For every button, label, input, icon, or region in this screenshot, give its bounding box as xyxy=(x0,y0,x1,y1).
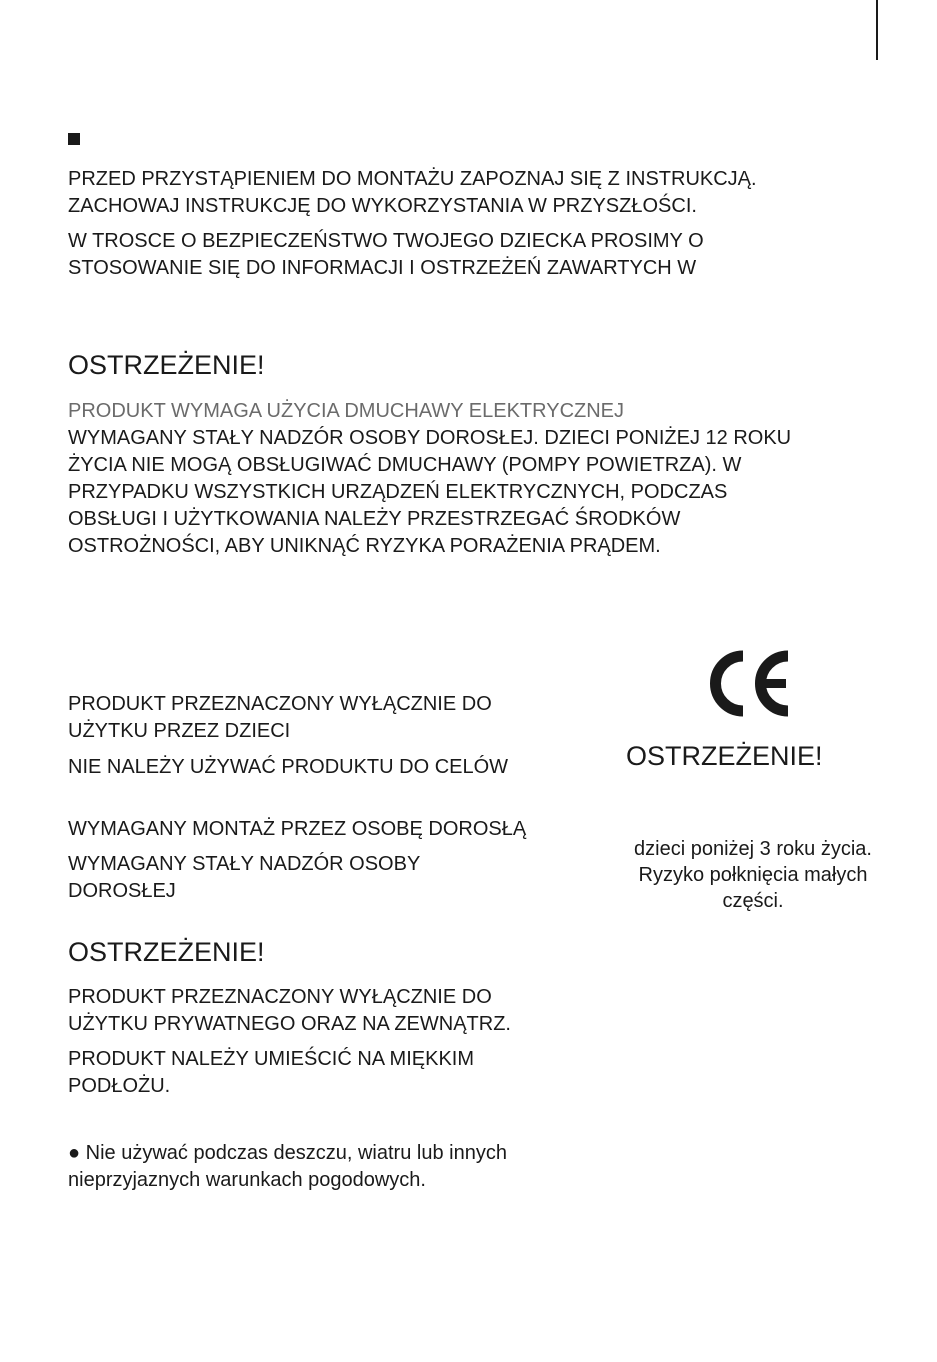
small-parts-line-1: dzieci poniżej 3 roku życia. xyxy=(634,838,872,860)
usage-line-5: WYMAGANY STAŁY NADZÓR OSOBY xyxy=(68,853,421,875)
intro-line-4: STOSOWANIE SIĘ DO INFORMACJI I OSTRZEŻEŃ ZAWARTYCH W xyxy=(68,257,697,279)
private-use-line-1: PRODUKT PRZEZNACZONY WYŁĄCZNIE DO xyxy=(68,986,492,1008)
warning-heading-private-use: OSTRZEŻENIE! xyxy=(68,937,265,967)
warning-line-1: WYMAGANY STAŁY NADZÓR OSOBY DOROSŁEJ. DZIECI PONIŻEJ 12 ROKU xyxy=(68,427,792,449)
usage-line-2: UŻYTKU PRZEZ DZIECI xyxy=(68,720,291,742)
warning-subtitle: PRODUKT WYMAGA UŻYCIA DMUCHAWY ELEKTRYCZNEJ xyxy=(68,400,625,422)
private-use-line-3: PRODUKT NALEŻY UMIEŚCIĆ NA MIĘKKIM xyxy=(68,1048,475,1070)
ce-mark-icon xyxy=(706,646,796,721)
small-parts-note xyxy=(610,836,896,914)
warning-line-2: ŻYCIA NIE MOGĄ OBSŁUGIWAĆ DMUCHAWY (POMPY POWIETRZA). W xyxy=(68,454,742,476)
private-use-line-4: PODŁOŻU. xyxy=(68,1075,171,1097)
usage-line-6: DOROSŁEJ xyxy=(68,880,176,902)
usage-line-1: PRODUKT PRZEZNACZONY WYŁĄCZNIE DO xyxy=(68,693,492,715)
usage-line-3: NIE NALEŻY UŻYWAĆ PRODUKTU DO CELÓW xyxy=(68,756,509,778)
private-use-line-2: UŻYTKU PRYWATNEGO ORAZ NA ZEWNĄTRZ. xyxy=(68,1013,511,1035)
intro-line-3: W TROSCE O BEZPIECZEŃSTWO TWOJEGO DZIECKA PROSIMY O xyxy=(68,230,704,252)
intro-line-1: PRZED PRZYSTĄPIENIEM DO MONTAŻU ZAPOZNAJ SIĘ Z INSTRUKCJĄ. xyxy=(68,168,757,190)
warning-line-3: PRZYPADKU WSZYSTKICH URZĄDZEŃ ELEKTRYCZNYCH, PODCZAS xyxy=(68,481,728,503)
small-parts-line-2: Ryzyko połknięcia małych xyxy=(638,864,868,886)
intro-line-2: ZACHOWAJ INSTRUKCJĘ DO WYKORZYSTANIA W PRZYSZŁOŚCI. xyxy=(68,195,697,217)
warning-line-4: OBSŁUGI I UŻYTKOWANIA NALEŻY PRZESTRZEGAĆ ŚRODKÓW xyxy=(68,508,681,530)
square-marker-icon xyxy=(68,133,80,145)
small-parts-line-3: części. xyxy=(722,890,784,912)
weather-line-1: ● Nie używać podczas deszczu, wiatru lub innych xyxy=(68,1142,507,1164)
warning-line-5: OSTROŻNOŚCI, ABY UNIKNĄĆ RYZYKA PORAŻENIA PRĄDEM. xyxy=(68,535,661,557)
usage-line-4: WYMAGANY MONTAŻ PRZEZ OSOBĘ DOROSŁĄ xyxy=(68,818,527,840)
weather-line-2: nieprzyjaznych warunkach pogodowych. xyxy=(68,1169,426,1191)
page-corner-rule xyxy=(876,0,878,60)
warning-heading-electric: OSTRZEŻENIE! xyxy=(68,350,265,380)
warning-heading-small-parts: OSTRZEŻENIE! xyxy=(626,741,823,771)
